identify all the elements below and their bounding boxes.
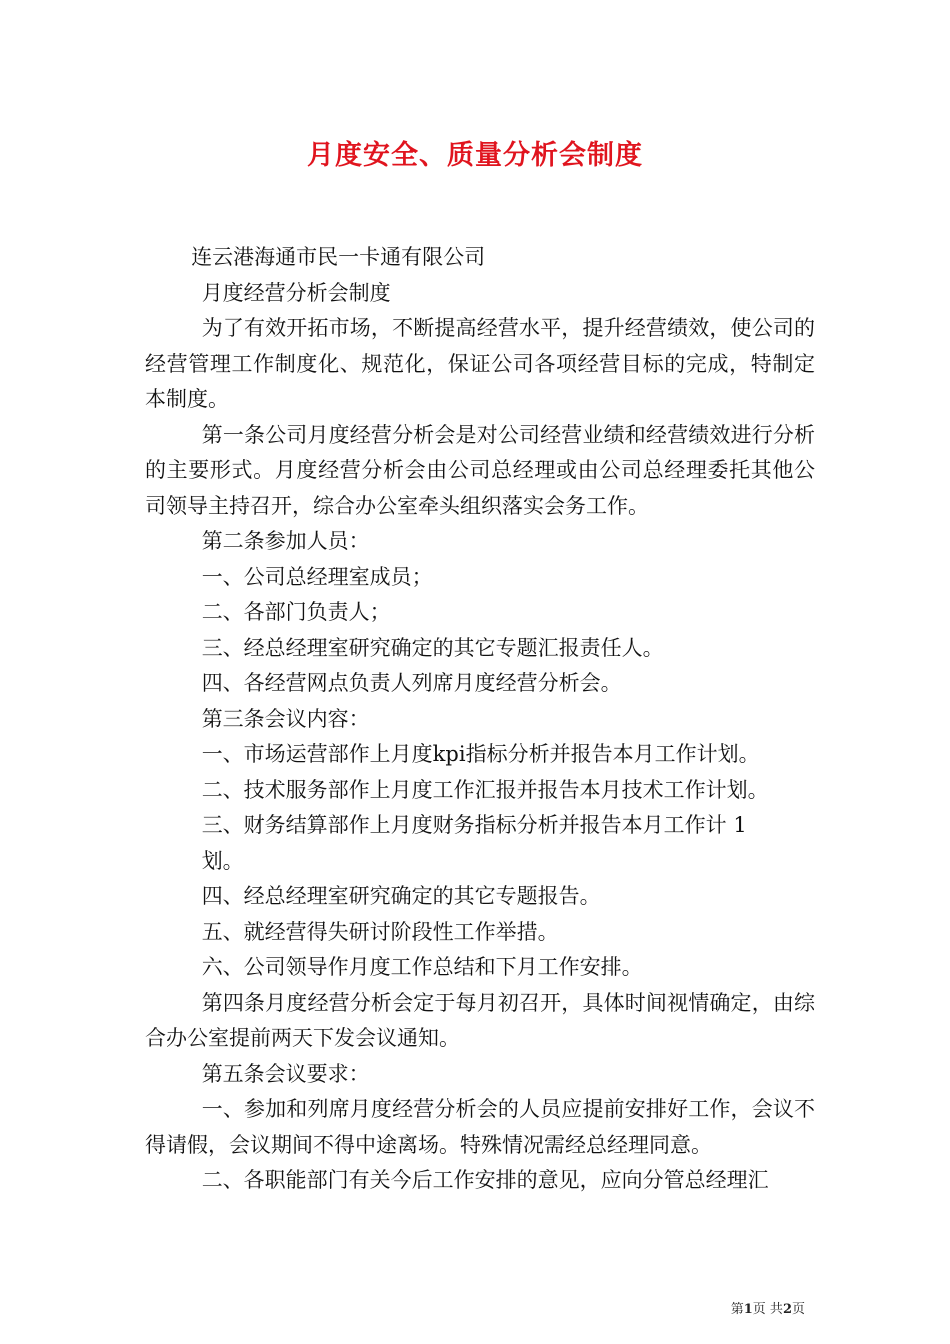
paragraph: 三、经总经理室研究确定的其它专题汇报责任人。: [201, 635, 664, 660]
footer-suffix: 页: [791, 1302, 805, 1317]
paragraph: 一、公司总经理室成员；: [201, 564, 433, 589]
footer-prefix: 第: [730, 1302, 744, 1317]
paragraph: 六、公司领导作月度工作总结和下月工作安排。: [201, 955, 643, 979]
paragraph: 二、各部门负责人；: [201, 600, 391, 624]
paragraph: 五、就经营得失研讨阶段性工作举措。: [201, 919, 559, 944]
paragraph: 一、市场运营部作上月度kpi指标分析并报告本月工作计划。: [201, 742, 760, 766]
paragraph-subtitle: 月度经营分析会制度: [201, 280, 391, 305]
footer-middle: 页 共: [752, 1302, 783, 1317]
paragraph: 为了有效开拓市场，不断提高经营水平，提升经营绩效，使公司的经营管理工作制度化、规范化，保证公司各项经营目标的完成，特制定本制度。: [145, 316, 815, 411]
paragraph: 第五条会议要求：: [201, 1061, 370, 1086]
paragraph: 划。: [201, 848, 244, 873]
paragraph-company-name: 连云港海通市民一卡通有限公司: [191, 245, 486, 269]
paragraph: 一、参加和列席月度经营分析会的人员应提前安排好工作，会议不得请假，会议期间不得中途离场。特殊情况需经总经理同意。: [145, 1097, 815, 1157]
paragraph: 二、技术服务部作上月度工作汇报并报告本月技术工作计划。: [201, 777, 769, 802]
paragraph: 三、财务结算部作上月度财务指标分析并报告本月工作计 1: [201, 813, 747, 837]
document-title: 月度安全、质量分析会制度: [307, 140, 643, 171]
footer-total-pages: 2: [782, 1302, 792, 1317]
document-body: [145, 240, 815, 1199]
paragraph: 二、各职能部门有关今后工作安排的意见，应向分管总经理汇: [201, 1168, 769, 1192]
paragraph: 四、经总经理室研究确定的其它专题报告。: [201, 884, 601, 908]
page-footer: [731, 1298, 805, 1317]
paragraph: 第一条公司月度经营分析会是对公司经营业绩和经营绩效进行分析的主要形式。月度经营分析会由公司总经理或由公司总经理委托其他公司领导主持召开，综合办公室牵头组织落实会务工作。: [145, 422, 815, 518]
paragraph: 第二条参加人员：: [201, 529, 370, 553]
paragraph: 第三条会议内容：: [201, 706, 370, 731]
paragraph: 四、各经营网点负责人列席月度经营分析会。: [201, 671, 622, 695]
paragraph: 第四条月度经营分析会定于每月初召开，具体时间视情确定，由综合办公室提前两天下发会议通知。: [145, 990, 815, 1050]
footer-page-number: 1: [743, 1302, 753, 1317]
